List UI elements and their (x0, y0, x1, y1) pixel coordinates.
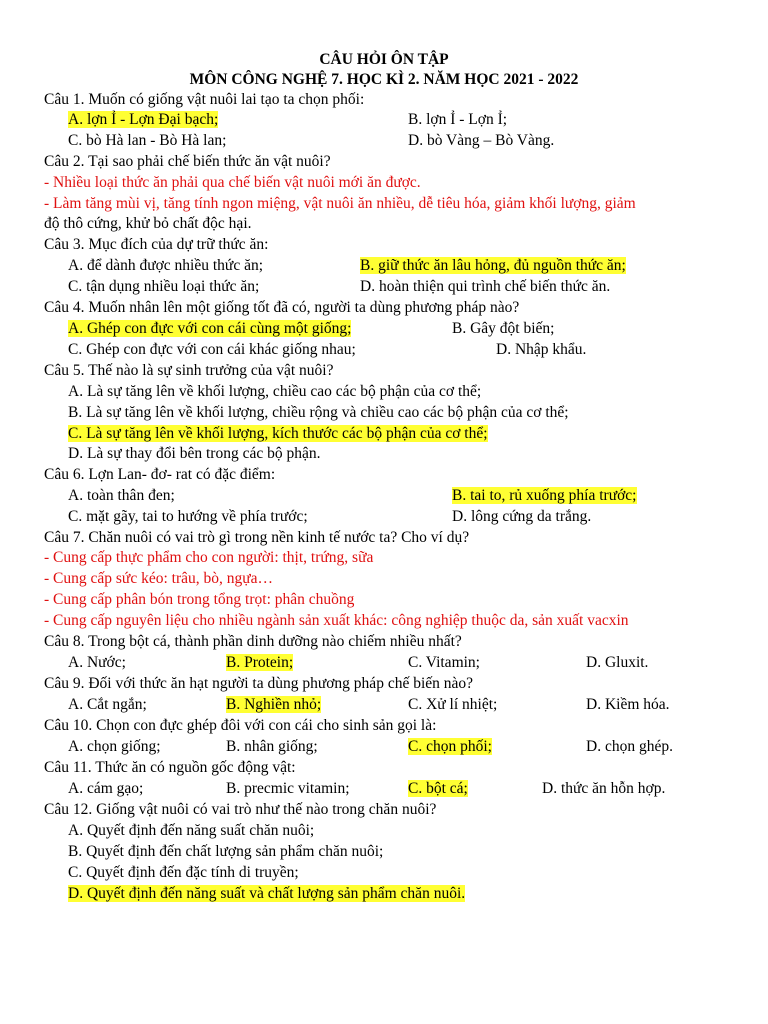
q7-answer-2: - Cung cấp sức kéo: trâu, bò, ngựa… (44, 570, 274, 587)
q12-option-c: C. Quyết định đến đặc tính di truyền; (68, 864, 299, 881)
q11-option-c (408, 779, 468, 799)
q6-option-b (452, 486, 637, 506)
q9-option-c: C. Xử lí nhiệt; (408, 696, 498, 713)
title-line-2: MÔN CÔNG NGHỆ 7. HỌC KÌ 2. NĂM HỌC 2021 - 2022 (189, 71, 579, 88)
q1-option-c: C. bò Hà lan - Bò Hà lan; (68, 132, 227, 149)
q2-answer-2: - Làm tăng mùi vị, tăng tính ngon miệng, vật nuôi ăn nhiều, dễ tiêu hóa, giảm khối lượng, giảm (44, 195, 636, 212)
q7-answer-1: - Cung cấp thực phẩm cho con người: thịt, trứng, sữa (44, 549, 374, 566)
q12-option-d (68, 884, 465, 904)
q5-option-c (68, 424, 488, 444)
question-6: Câu 6. Lợn Lan- đơ- rat có đặc điểm: (44, 466, 276, 483)
q10-option-c (408, 737, 492, 757)
q10-option-d: D. chọn ghép. (586, 738, 673, 755)
question-2: Câu 2. Tại sao phải chế biến thức ăn vật nuôi? (44, 153, 331, 170)
question-8: Câu 8. Trong bột cá, thành phần dinh dưỡng nào chiếm nhiều nhất? (44, 633, 462, 650)
q3-option-b (360, 256, 626, 276)
q10-option-b: B. nhân giống; (226, 738, 318, 755)
question-11: Câu 11. Thức ăn có nguồn gốc động vật: (44, 759, 296, 776)
q8-option-d: D. Gluxit. (586, 654, 649, 671)
title-line-1: CÂU HỎI ÔN TẬP (319, 51, 449, 68)
q11-option-b: B. precmic vitamin; (226, 780, 350, 797)
question-7: Câu 7. Chăn nuôi có vai trò gì trong nền kinh tế nước ta? Cho ví dụ? (44, 529, 470, 546)
q8-option-b-text: B. Protein; (226, 654, 294, 671)
q2-answer-1: - Nhiều loại thức ăn phải qua chế biến vật nuôi mới ăn được. (44, 174, 421, 191)
q3-option-b-text: B. giữ thức ăn lâu hỏng, đủ nguồn thức ăn; (360, 257, 626, 274)
q4-option-b: B. Gây đột biến; (452, 320, 555, 337)
q4-option-d: D. Nhập khẩu. (496, 341, 587, 358)
q6-option-a: A. toàn thân đen; (68, 487, 175, 504)
question-12: Câu 12. Giống vật nuôi có vai trò như thế nào trong chăn nuôi? (44, 801, 437, 818)
q11-option-d: D. thức ăn hỗn hợp. (542, 780, 666, 797)
q3-option-c: C. tận dụng nhiều loại thức ăn; (68, 278, 260, 295)
q6-option-c: C. mặt gãy, tai to hướng về phía trước; (68, 508, 308, 525)
q8-option-a: A. Nước; (68, 654, 126, 671)
question-3: Câu 3. Mục đích của dự trữ thức ăn: (44, 236, 269, 253)
q9-option-b (226, 695, 321, 715)
question-10: Câu 10. Chọn con đực ghép đôi với con cái cho sinh sản gọi là: (44, 717, 437, 734)
q7-answer-4: - Cung cấp nguyên liệu cho nhiều ngành sản xuất khác: công nghiệp thuộc da, sản xuất vacxin (44, 612, 629, 629)
q4-option-a-text: A. Ghép con đực với con cái cùng một giống; (68, 320, 352, 337)
q1-option-a (68, 110, 218, 130)
q5-option-a: A. Là sự tăng lên về khối lượng, chiều cao các bộ phận của cơ thể; (68, 383, 482, 400)
q11-option-a: A. cám gạo; (68, 780, 144, 797)
q1-option-b: B. lợn Ỉ - Lợn Ỉ; (408, 111, 508, 128)
q2-answer-2-cont: độ thô cứng, khử bỏ chất độc hại. (44, 215, 252, 232)
q4-option-c: C. Ghép con đực với con cái khác giống nhau; (68, 341, 356, 358)
q9-option-a: A. Cắt ngắn; (68, 696, 147, 713)
question-4: Câu 4. Muốn nhân lên một giống tốt đã có, người ta dùng phương pháp nào? (44, 299, 520, 316)
q8-option-b (226, 653, 293, 673)
q1-option-a-text: A. lợn Ỉ - Lợn Đại bạch; (68, 111, 219, 128)
q7-answer-3: - Cung cấp phân bón trong tổng trọt: phân chuồng (44, 591, 355, 608)
q6-option-d: D. lông cứng da trắng. (452, 508, 592, 525)
q10-option-a: A. chọn giống; (68, 738, 161, 755)
q12-option-b: B. Quyết định đến chất lượng sản phẩm chăn nuôi; (68, 843, 384, 860)
q5-option-b: B. Là sự tăng lên về khối lượng, chiều rộng và chiều cao các bộ phận của cơ thể; (68, 404, 569, 421)
question-9: Câu 9. Đối với thức ăn hạt người ta dùng phương pháp chế biến nào? (44, 675, 474, 692)
q5-option-c-text: C. Là sự tăng lên về khối lượng, kích thước các bộ phận của cơ thể; (68, 425, 488, 442)
question-5: Câu 5. Thế nào là sự sinh trưởng của vật nuôi? (44, 362, 334, 379)
q9-option-b-text: B. Nghiền nhỏ; (226, 696, 322, 713)
q4-option-a (68, 319, 351, 339)
q12-option-d-text: D. Quyết định đến năng suất và chất lượng sản phẩm chăn nuôi. (68, 885, 466, 902)
q10-option-c-text: C. chọn phối; (408, 738, 492, 755)
q6-option-b-text: B. tai to, rủ xuống phía trước; (452, 487, 637, 504)
q9-option-d: D. Kiềm hóa. (586, 696, 670, 713)
q1-option-d: D. bò Vàng – Bò Vàng. (408, 132, 555, 149)
q8-option-c: C. Vitamin; (408, 654, 480, 671)
q11-option-c-text: C. bột cá; (408, 780, 468, 797)
q3-option-a: A. để dành được nhiều thức ăn; (68, 257, 264, 274)
question-1: Câu 1. Muốn có giống vật nuôi lai tạo ta chọn phối: (44, 91, 365, 108)
q12-option-a: A. Quyết định đến năng suất chăn nuôi; (68, 822, 315, 839)
q3-option-d: D. hoàn thiện qui trình chế biến thức ăn. (360, 278, 611, 295)
q5-option-d: D. Là sự thay đổi bên trong các bộ phận. (68, 445, 321, 462)
